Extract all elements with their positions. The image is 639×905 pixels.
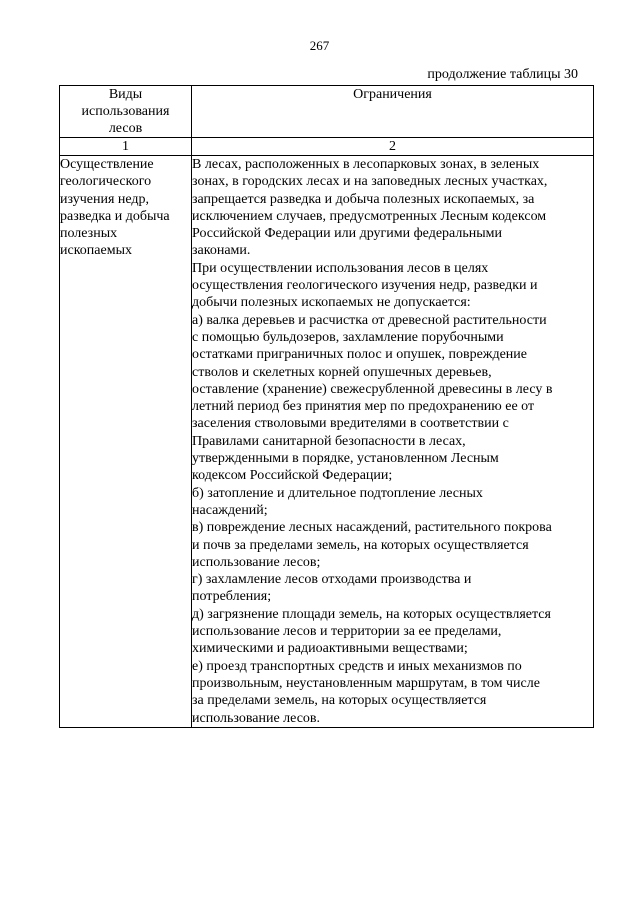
table-continuation-label: продолжение таблицы 30: [427, 67, 578, 82]
restriction-line: потребления;: [192, 589, 272, 605]
restriction-line: утвержденными в порядке, установленном Лесным: [192, 451, 499, 467]
restriction-line: г) захламление лесов отходами производства и: [192, 572, 472, 588]
page-number: 267: [309, 38, 330, 53]
restriction-line: стволов и скелетных корней опушечных деревьев,: [192, 364, 492, 380]
restriction-line: При осуществлении использования лесов в целях: [192, 260, 489, 276]
usage-type-line: Осуществление: [60, 157, 154, 172]
header-usage-types: [60, 86, 192, 138]
restriction-line: с помощью бульдозеров, захламление порубочными: [192, 329, 504, 345]
table-row: [60, 156, 594, 728]
header-usage-types-line: лесов: [108, 121, 143, 136]
restriction-line: остатками приграничных полос и опушек, повреждение: [192, 347, 528, 363]
restriction-line: добычи полезных ископаемых не допускается:: [192, 295, 471, 311]
restriction-line: Правилами санитарной безопасности в лесах,: [192, 433, 466, 449]
usage-type-cell: [60, 156, 192, 728]
column-number-1: 1: [60, 138, 192, 156]
header-usage-types-line: Виды: [108, 87, 143, 102]
restriction-line: а) валка деревьев и расчистка от древесной растительности: [192, 312, 547, 328]
restriction-line: насаждений;: [192, 502, 268, 518]
table-header-row: [60, 86, 594, 138]
restrictions-table: [59, 85, 594, 728]
restriction-line: произвольным, неустановленным маршрутам, в том числе: [192, 675, 540, 691]
restriction-line: использование лесов и территории за ее пределами,: [192, 624, 502, 640]
restriction-line: и почв за пределами земель, на которых осуществляется: [192, 537, 529, 553]
usage-type-line: полезных: [60, 226, 118, 242]
header-usage-types-line: использования: [81, 104, 170, 119]
usage-type-line: разведка и добыча: [60, 208, 170, 224]
restriction-line: заселения стволовыми вредителями в соответствии с: [192, 416, 509, 432]
restriction-line: за пределами земель, на которых осуществляется: [192, 693, 487, 709]
header-restrictions: Ограничения: [192, 86, 594, 138]
usage-type-line: изучения недр,: [60, 191, 150, 207]
usage-type-line: ископаемых: [60, 243, 132, 259]
restriction-line: зонах, в городских лесах и на заповедных лесных участках,: [192, 174, 548, 190]
restrictions-cell: [192, 156, 594, 728]
restriction-line: В лесах, расположенных в лесопарковых зонах, в зеленых: [192, 157, 540, 172]
restriction-line: Российской Федерации или другими федеральными: [192, 226, 503, 242]
restriction-line: использование лесов;: [192, 554, 321, 570]
restriction-line: кодексом Российской Федерации;: [192, 468, 393, 484]
column-number-row: [60, 138, 594, 156]
restriction-line: химическими и радиоактивными веществами;: [192, 641, 468, 657]
restriction-line: д) загрязнение площади земель, на которых осуществляется: [192, 606, 551, 622]
restriction-line: законами.: [192, 243, 251, 259]
restriction-line: б) затопление и длительное подтопление лесных: [192, 485, 483, 501]
restriction-line: в) повреждение лесных насаждений, растительного покрова: [192, 520, 552, 536]
restriction-line: исключением случаев, предусмотренных Лесным кодексом: [192, 208, 547, 224]
restriction-line: е) проезд транспортных средств и иных механизмов по: [192, 658, 522, 674]
restriction-line: запрещается разведка и добыча полезных ископаемых, за: [192, 191, 535, 207]
column-number-2: 2: [192, 138, 594, 156]
restriction-line: использование лесов.: [192, 710, 321, 726]
restriction-line: летний период без принятия мер по предохранению ее от: [192, 399, 535, 415]
restriction-line: осуществления геологического изучения недр, разведки и: [192, 278, 538, 294]
usage-type-line: геологического: [60, 174, 152, 190]
restriction-line: оставление (хранение) свежесрубленной древесины в лесу в: [192, 381, 553, 397]
